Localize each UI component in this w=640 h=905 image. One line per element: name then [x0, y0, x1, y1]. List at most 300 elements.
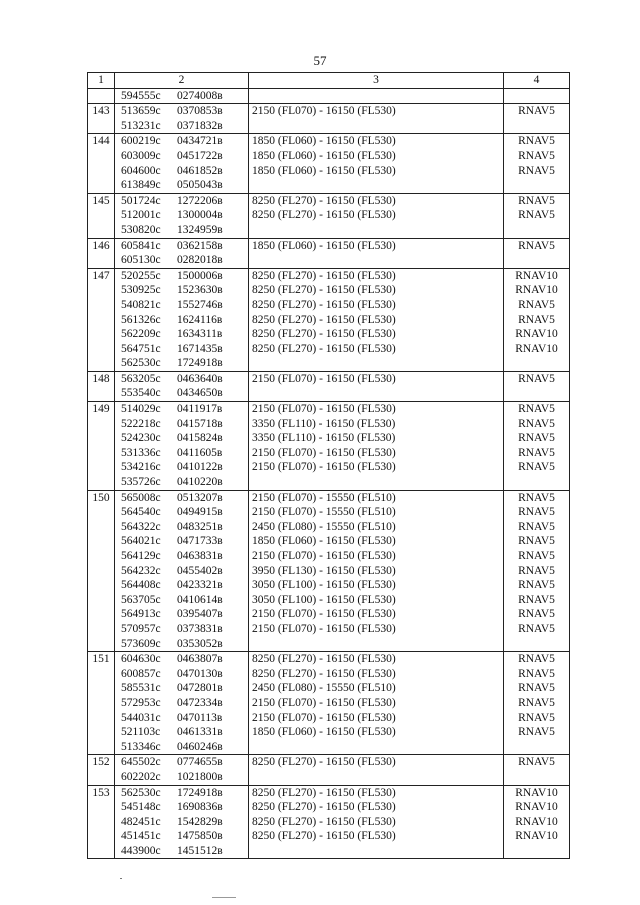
waypoints-cell	[115, 755, 249, 785]
table-row	[88, 371, 570, 401]
altitude-range	[252, 89, 500, 104]
route-number: 146	[88, 238, 115, 268]
altitude-range: 8250 (FL270) - 16150 (FL530)	[252, 786, 396, 799]
longitude: 0774655в	[177, 756, 223, 769]
longitude: 0353052в	[177, 637, 223, 650]
altitude-range: 2450 (FL080) - 15550 (FL510)	[252, 682, 396, 695]
longitude: 1523630в	[177, 284, 223, 297]
longitude: 0362158в	[177, 239, 223, 252]
longitude: 1475850в	[177, 830, 223, 843]
altitude-range: 2150 (FL070) - 16150 (FL530)	[252, 622, 396, 635]
table-row	[88, 134, 570, 193]
nav-spec: RNAV5	[518, 164, 555, 177]
altitude-range: 2150 (FL070) - 16150 (FL530)	[252, 550, 396, 562]
latitude: 512001c	[121, 209, 161, 222]
latitude: 594555c	[121, 89, 161, 102]
longitude: 1690836в	[177, 801, 223, 814]
waypoint-line	[118, 313, 245, 328]
longitude: 0472801в	[177, 682, 223, 695]
nav-spec: RNAV5	[518, 608, 555, 621]
nav-spec: RNAV5	[518, 105, 555, 118]
latitude: 501724c	[121, 194, 161, 207]
latitude: 613849c	[121, 179, 161, 192]
waypoint-line	[118, 372, 245, 387]
waypoints-cell	[115, 785, 249, 859]
waypoint-line	[118, 505, 245, 520]
altitude-range: 8250 (FL270) - 16150 (FL530)	[252, 328, 396, 341]
table-row	[88, 268, 570, 371]
waypoint-line	[118, 298, 245, 313]
nav-spec: RNAV5	[518, 667, 555, 680]
waypoint-line	[118, 386, 245, 401]
longitude: 0423321в	[177, 579, 223, 592]
scan-mark	[120, 878, 122, 879]
waypoint-line	[118, 696, 245, 711]
latitude: 553540c	[121, 387, 161, 400]
route-number: 147	[88, 268, 115, 371]
nav-spec: RNAV5	[518, 461, 555, 474]
longitude: 1542829в	[177, 815, 223, 828]
waypoint-line	[118, 725, 245, 740]
longitude: 0455402в	[177, 564, 223, 577]
nav-spec: RNAV5	[518, 593, 555, 606]
altitude-range: 1850 (FL060) - 16150 (FL530)	[252, 164, 396, 177]
longitude: 0411605в	[177, 446, 223, 459]
longitude: 0370853в	[177, 105, 223, 118]
table-row	[88, 490, 570, 652]
longitude: 0434721в	[177, 135, 223, 148]
latitude: 603009c	[121, 149, 161, 162]
altitude-range: 3050 (FL100) - 16150 (FL530)	[252, 593, 396, 606]
longitude: 0410122в	[177, 461, 223, 474]
waypoint-line	[118, 549, 245, 564]
latitude: 564232c	[121, 564, 161, 577]
nav-spec-cell	[504, 88, 570, 104]
nav-spec: RNAV5	[518, 535, 555, 548]
latitude: 572953c	[121, 696, 161, 709]
longitude: 1552746в	[177, 298, 223, 311]
waypoints-cell	[115, 193, 249, 238]
altitude-cell	[249, 371, 504, 401]
waypoints-cell	[115, 88, 249, 104]
latitude: 520255c	[121, 269, 161, 282]
longitude: 1634311в	[177, 328, 223, 341]
waypoint-line	[118, 402, 245, 417]
nav-spec: RNAV5	[518, 194, 555, 207]
altitude-range: 2450 (FL080) - 15550 (FL510)	[252, 520, 396, 533]
latitude: 564322c	[121, 520, 161, 533]
altitude-range: 8250 (FL270) - 16150 (FL530)	[252, 801, 396, 814]
altitude-cell	[249, 193, 504, 238]
altitude-cell	[249, 490, 504, 652]
waypoint-line	[118, 223, 245, 238]
altitude-range: 2150 (FL070) - 15550 (FL510)	[252, 506, 396, 519]
altitude-range: 2150 (FL070) - 16150 (FL530)	[252, 711, 396, 724]
waypoint-line	[118, 178, 245, 193]
latitude: 562530c	[121, 786, 161, 799]
table-row	[88, 652, 570, 755]
nav-spec: RNAV10	[515, 815, 558, 828]
waypoint-line	[118, 681, 245, 696]
waypoints-cell	[115, 238, 249, 268]
latitude: 604600c	[121, 164, 161, 177]
longitude: 1324959в	[177, 223, 223, 236]
nav-spec: RNAV10	[515, 269, 558, 282]
column-header: 2	[115, 73, 249, 89]
altitude-range: 2150 (FL070) - 16150 (FL530)	[252, 461, 396, 474]
altitude-range: 3350 (FL110) - 16150 (FL530)	[252, 432, 396, 445]
waypoints-cell	[115, 268, 249, 371]
nav-spec: RNAV5	[518, 432, 555, 445]
nav-spec: RNAV5	[518, 446, 555, 459]
altitude-range: 8250 (FL270) - 16150 (FL530)	[252, 209, 396, 222]
longitude: 0505043в	[177, 179, 223, 192]
latitude: 573609c	[121, 637, 161, 650]
nav-spec: RNAV10	[515, 830, 558, 843]
table-row	[88, 785, 570, 859]
nav-spec-cell	[504, 104, 570, 134]
latitude: 530820c	[121, 223, 161, 236]
nav-spec-cell	[504, 785, 570, 859]
nav-spec: RNAV5	[518, 682, 555, 695]
latitude: 513659c	[121, 105, 161, 118]
latitude: 562209c	[121, 328, 161, 341]
altitude-cell	[249, 134, 504, 193]
table-row	[88, 193, 570, 238]
waypoint-line	[118, 269, 245, 284]
scan-mark	[212, 897, 236, 898]
altitude-range: 2150 (FL070) - 16150 (FL530)	[252, 403, 396, 416]
waypoint-line	[118, 194, 245, 209]
longitude: 0415718в	[177, 417, 223, 430]
nav-spec: RNAV5	[518, 417, 555, 430]
latitude: 513346c	[121, 740, 161, 753]
nav-spec: RNAV5	[518, 756, 555, 769]
longitude: 0470130в	[177, 667, 223, 680]
latitude: 535726c	[121, 476, 161, 489]
route-number: 150	[88, 490, 115, 652]
table-row	[88, 238, 570, 268]
waypoint-line	[118, 844, 245, 859]
latitude: 531336c	[121, 446, 161, 459]
nav-spec: RNAV5	[518, 403, 555, 416]
longitude: 0461331в	[177, 726, 223, 739]
latitude: 514029c	[121, 403, 161, 416]
latitude: 544031c	[121, 711, 161, 724]
waypoints-cell	[115, 371, 249, 401]
altitude-range: 8250 (FL270) - 16150 (FL530)	[252, 313, 396, 326]
waypoint-line	[118, 104, 245, 119]
altitude-cell	[249, 238, 504, 268]
route-number: 149	[88, 402, 115, 491]
altitude-range: 8250 (FL270) - 16150 (FL530)	[252, 667, 396, 680]
nav-spec: RNAV5	[518, 298, 555, 311]
longitude: 0463807в	[177, 653, 223, 666]
latitude: 570957c	[121, 622, 161, 635]
altitude-range: 1850 (FL060) - 16150 (FL530)	[252, 149, 396, 162]
waypoints-cell	[115, 402, 249, 491]
route-number: 143	[88, 104, 115, 134]
nav-spec: RNAV5	[518, 711, 555, 724]
waypoint-line	[118, 534, 245, 549]
latitude: 605841c	[121, 239, 161, 252]
waypoint-line	[118, 475, 245, 490]
longitude: 0410614в	[177, 593, 223, 606]
longitude: 0411917в	[177, 403, 223, 416]
nav-spec-cell	[504, 652, 570, 755]
longitude: 0371832в	[177, 119, 223, 132]
waypoints-cell	[115, 134, 249, 193]
longitude: 1724918в	[177, 357, 223, 370]
longitude: 0470113в	[177, 711, 223, 724]
latitude: 605130c	[121, 254, 161, 267]
latitude: 564021c	[121, 535, 161, 548]
altitude-range: 1850 (FL060) - 16150 (FL530)	[252, 135, 396, 148]
altitude-range: 8250 (FL270) - 16150 (FL530)	[252, 342, 396, 355]
waypoint-line	[118, 770, 245, 785]
waypoint-line	[118, 740, 245, 755]
waypoint-line	[118, 622, 245, 637]
waypoints-cell	[115, 652, 249, 755]
nav-spec: RNAV10	[515, 342, 558, 355]
longitude: 0461852в	[177, 164, 223, 177]
longitude: 0494915в	[177, 506, 223, 519]
latitude: 563705c	[121, 593, 161, 606]
waypoint-line	[118, 829, 245, 844]
latitude: 585531c	[121, 682, 161, 695]
latitude: 561326c	[121, 313, 161, 326]
altitude-range: 2150 (FL070) - 16150 (FL530)	[252, 608, 396, 621]
waypoint-line	[118, 652, 245, 667]
altitude-cell	[249, 652, 504, 755]
latitude: 600219c	[121, 135, 161, 148]
longitude: 1671435в	[177, 342, 223, 355]
waypoint-line	[118, 711, 245, 726]
waypoint-line	[118, 342, 245, 357]
altitude-range: 1850 (FL060) - 16150 (FL530)	[252, 535, 396, 548]
longitude: 0274008в	[177, 89, 223, 102]
waypoint-line	[118, 578, 245, 593]
route-number	[88, 88, 115, 104]
longitude: 0282018в	[177, 254, 223, 267]
nav-spec: RNAV10	[515, 328, 558, 341]
waypoint-line	[118, 356, 245, 371]
nav-spec: RNAV5	[518, 372, 555, 385]
waypoints-cell	[115, 490, 249, 652]
waypoint-line	[118, 208, 245, 223]
column-header: 1	[88, 73, 115, 89]
waypoint-line	[118, 786, 245, 801]
nav-spec: RNAV5	[518, 149, 555, 162]
waypoint-line	[118, 755, 245, 770]
route-number: 152	[88, 755, 115, 785]
nav-spec: RNAV5	[518, 506, 555, 519]
waypoints-cell	[115, 104, 249, 134]
latitude: 540821c	[121, 298, 161, 311]
nav-spec: RNAV10	[515, 786, 558, 799]
waypoint-line	[118, 446, 245, 461]
waypoint-line	[118, 119, 245, 134]
altitude-range: 2150 (FL070) - 16150 (FL530)	[252, 372, 396, 385]
waypoint-line	[118, 667, 245, 682]
latitude: 521103c	[121, 726, 161, 739]
nav-spec-cell	[504, 134, 570, 193]
altitude-range: 2150 (FL070) - 16150 (FL530)	[252, 105, 396, 118]
altitude-cell	[249, 755, 504, 785]
altitude-range: 3050 (FL100) - 16150 (FL530)	[252, 579, 396, 592]
nav-spec: RNAV5	[518, 564, 555, 577]
latitude: 602202c	[121, 770, 161, 783]
latitude: 545148c	[121, 801, 161, 814]
altitude-cell	[249, 104, 504, 134]
nav-spec: RNAV5	[518, 726, 555, 739]
longitude: 0460246в	[177, 740, 223, 753]
nav-spec-cell	[504, 490, 570, 652]
nav-spec: RNAV5	[518, 239, 555, 252]
longitude: 1272206в	[177, 194, 223, 207]
longitude: 1021800в	[177, 770, 223, 783]
nav-spec	[507, 89, 566, 104]
latitude: 564540c	[121, 506, 161, 519]
waypoint-line	[118, 520, 245, 535]
waypoint-line	[118, 460, 245, 475]
route-number: 145	[88, 193, 115, 238]
waypoint-line	[118, 327, 245, 342]
latitude: 451451c	[121, 830, 161, 843]
latitude: 562530c	[121, 357, 161, 370]
column-header: 4	[504, 73, 570, 89]
page-number: 57	[313, 53, 327, 68]
column-header: 3	[249, 73, 504, 89]
nav-spec-cell	[504, 238, 570, 268]
longitude: 1300004в	[177, 209, 223, 222]
nav-spec: RNAV5	[518, 135, 555, 148]
nav-spec: RNAV5	[518, 653, 555, 666]
waypoint-line	[118, 283, 245, 298]
waypoint-line	[118, 134, 245, 149]
longitude: 0472334в	[177, 696, 223, 709]
waypoint-line	[118, 607, 245, 622]
longitude: 0395407в	[177, 608, 223, 621]
altitude-range: 3950 (FL130) - 16150 (FL530)	[252, 564, 396, 577]
latitude: 564751c	[121, 342, 161, 355]
longitude: 1500006в	[177, 269, 223, 282]
altitude-range: 8250 (FL270) - 16150 (FL530)	[252, 815, 396, 828]
latitude: 513231c	[121, 119, 161, 132]
latitude: 530925c	[121, 284, 161, 297]
longitude: 0471733в	[177, 535, 223, 548]
latitude: 565008c	[121, 491, 161, 504]
longitude: 1624116в	[177, 313, 223, 326]
nav-spec: RNAV10	[515, 284, 558, 297]
nav-spec-cell	[504, 755, 570, 785]
longitude: 0463640в	[177, 372, 223, 385]
latitude: 600857c	[121, 667, 161, 680]
longitude: 0415824в	[177, 432, 223, 445]
altitude-range: 2150 (FL070) - 15550 (FL510)	[252, 491, 396, 504]
longitude: 0483251в	[177, 520, 223, 533]
waypoint-line	[118, 89, 245, 104]
nav-spec: RNAV5	[518, 696, 555, 709]
table-body	[88, 88, 570, 859]
longitude: 0451722в	[177, 149, 223, 162]
longitude: 1451512в	[177, 844, 223, 857]
longitude: 0434650в	[177, 387, 223, 400]
waypoint-line	[118, 637, 245, 652]
waypoint-line	[118, 253, 245, 268]
latitude: 564913c	[121, 608, 161, 621]
latitude: 645502c	[121, 756, 161, 769]
nav-spec-cell	[504, 193, 570, 238]
latitude: 482451c	[121, 815, 161, 828]
altitude-range: 8250 (FL270) - 16150 (FL530)	[252, 653, 396, 666]
waypoint-line	[118, 417, 245, 432]
nav-spec: RNAV5	[518, 622, 555, 635]
table-row	[88, 104, 570, 134]
waypoint-line	[118, 815, 245, 830]
table-row	[88, 755, 570, 785]
table-row	[88, 88, 570, 104]
latitude: 564129c	[121, 550, 161, 562]
nav-spec-cell	[504, 268, 570, 371]
altitude-cell	[249, 785, 504, 859]
latitude: 564408c	[121, 579, 161, 592]
route-number: 153	[88, 785, 115, 859]
longitude: 0373831в	[177, 622, 223, 635]
routes-table	[87, 72, 570, 859]
waypoint-line	[118, 491, 245, 506]
latitude: 563205c	[121, 372, 161, 385]
route-number: 144	[88, 134, 115, 193]
latitude: 524230c	[121, 432, 161, 445]
latitude: 443900c	[121, 844, 161, 857]
altitude-range: 2150 (FL070) - 16150 (FL530)	[252, 696, 396, 709]
nav-spec: RNAV5	[518, 491, 555, 504]
latitude: 534216c	[121, 461, 161, 474]
waypoint-line	[118, 239, 245, 254]
route-number: 151	[88, 652, 115, 755]
longitude: 0513207в	[177, 491, 223, 504]
nav-spec: RNAV5	[518, 209, 555, 222]
table-header-row	[88, 73, 570, 89]
table-row	[88, 402, 570, 491]
waypoint-line	[118, 149, 245, 164]
altitude-range: 8250 (FL270) - 16150 (FL530)	[252, 830, 396, 843]
waypoint-line	[118, 593, 245, 608]
altitude-range: 8250 (FL270) - 16150 (FL530)	[252, 284, 396, 297]
altitude-range: 8250 (FL270) - 16150 (FL530)	[252, 756, 396, 769]
altitude-cell	[249, 402, 504, 491]
altitude-cell	[249, 88, 504, 104]
nav-spec: RNAV10	[515, 801, 558, 814]
waypoint-line	[118, 564, 245, 579]
longitude: 1724918в	[177, 786, 223, 799]
longitude: 0410220в	[177, 476, 223, 489]
waypoint-line	[118, 431, 245, 446]
nav-spec: RNAV5	[518, 579, 555, 592]
altitude-range: 3350 (FL110) - 16150 (FL530)	[252, 417, 396, 430]
nav-spec-cell	[504, 402, 570, 491]
nav-spec: RNAV5	[518, 550, 555, 562]
altitude-range: 1850 (FL060) - 16150 (FL530)	[252, 239, 396, 252]
altitude-range: 8250 (FL270) - 16150 (FL530)	[252, 194, 396, 207]
altitude-range: 8250 (FL270) - 16150 (FL530)	[252, 269, 396, 282]
nav-spec: RNAV5	[518, 313, 555, 326]
latitude: 522218c	[121, 417, 161, 430]
altitude-cell	[249, 268, 504, 371]
nav-spec-cell	[504, 371, 570, 401]
route-number: 148	[88, 371, 115, 401]
